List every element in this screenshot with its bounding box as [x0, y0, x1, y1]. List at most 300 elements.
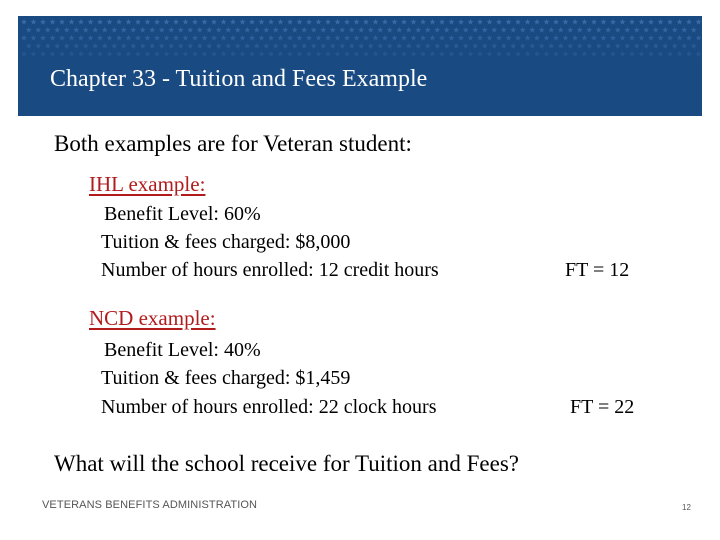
star-icon	[216, 43, 222, 49]
star-icon	[31, 35, 37, 41]
star-icon	[572, 51, 578, 57]
star-icon	[563, 51, 569, 57]
star-icon	[268, 35, 274, 41]
star-icon	[501, 27, 507, 33]
star-icon	[548, 27, 554, 33]
star-icon	[591, 35, 597, 41]
star-icon	[35, 43, 41, 49]
star-icon	[111, 43, 117, 49]
star-icon	[235, 43, 241, 49]
star-icon	[135, 19, 141, 25]
star-icon	[653, 27, 659, 33]
star-icon	[449, 35, 455, 41]
star-icon	[658, 19, 664, 25]
star-icon	[221, 51, 227, 57]
star-icon	[563, 35, 569, 41]
star-icon	[677, 51, 683, 57]
star-icon	[430, 35, 436, 41]
star-icon	[187, 27, 193, 33]
star-icon	[259, 35, 265, 41]
star-icon	[140, 43, 146, 49]
star-icon	[401, 19, 407, 25]
ihl-hours: Number of hours enrolled: 12 credit hours	[101, 259, 439, 281]
star-icon	[658, 35, 664, 41]
star-icon	[411, 35, 417, 41]
star-icon	[681, 27, 687, 33]
ihl-heading: IHL example:	[89, 172, 206, 196]
star-icon	[382, 35, 388, 41]
star-icon	[78, 51, 84, 57]
star-icon	[45, 27, 51, 33]
star-icon	[548, 43, 554, 49]
star-icon	[672, 27, 678, 33]
star-icon	[544, 35, 550, 41]
star-icon	[458, 51, 464, 57]
star-icon	[520, 27, 526, 33]
ncd-full-time: FT = 22	[570, 396, 635, 418]
star-icon	[88, 51, 94, 57]
star-icon	[102, 27, 108, 33]
star-icon	[648, 51, 654, 57]
star-icon	[601, 19, 607, 25]
intro-text: Both examples are for Veteran student:	[54, 131, 412, 156]
star-icon	[278, 35, 284, 41]
star-icon	[439, 19, 445, 25]
star-icon	[653, 43, 659, 49]
star-icon	[73, 27, 79, 33]
star-icon	[610, 35, 616, 41]
star-icon	[681, 43, 687, 49]
star-icon	[206, 43, 212, 49]
star-icon	[273, 27, 279, 33]
star-icon	[506, 35, 512, 41]
star-icon	[458, 19, 464, 25]
star-icon	[154, 35, 160, 41]
star-icon	[344, 51, 350, 57]
star-icon	[230, 51, 236, 57]
star-icon	[297, 19, 303, 25]
star-icon	[572, 35, 578, 41]
star-icon	[629, 35, 635, 41]
star-icon	[420, 51, 426, 57]
star-icon	[349, 27, 355, 33]
star-icon	[586, 43, 592, 49]
star-icon	[339, 43, 345, 49]
star-icon	[320, 27, 326, 33]
star-icon	[69, 51, 75, 57]
star-icon	[287, 19, 293, 25]
star-icon	[116, 35, 122, 41]
star-icon	[297, 51, 303, 57]
star-icon	[282, 27, 288, 33]
star-icon	[534, 19, 540, 25]
star-icon	[591, 51, 597, 57]
star-icon	[539, 43, 545, 49]
star-icon	[31, 19, 37, 25]
star-icon	[510, 27, 516, 33]
star-icon	[111, 27, 117, 33]
star-icon	[40, 19, 46, 25]
star-icon	[515, 51, 521, 57]
star-icon	[639, 19, 645, 25]
star-icon	[624, 43, 630, 49]
star-icon	[135, 35, 141, 41]
star-icon	[164, 51, 170, 57]
star-icon	[164, 19, 170, 25]
ncd-heading: NCD example:	[89, 306, 216, 330]
star-icon	[529, 43, 535, 49]
star-icon	[145, 19, 151, 25]
star-icon	[187, 43, 193, 49]
star-icon	[368, 43, 374, 49]
star-icon	[406, 43, 412, 49]
star-icon	[344, 35, 350, 41]
star-icon	[354, 35, 360, 41]
star-icon	[73, 43, 79, 49]
star-icon	[434, 27, 440, 33]
star-icon	[268, 51, 274, 57]
star-icon	[487, 35, 493, 41]
star-icon	[477, 51, 483, 57]
star-icon	[330, 27, 336, 33]
ncd-hours: Number of hours enrolled: 22 clock hours	[101, 396, 437, 418]
star-icon	[672, 43, 678, 49]
ihl-benefit-level: Benefit Level: 60%	[104, 203, 261, 225]
star-icon	[149, 27, 155, 33]
star-icon	[339, 27, 345, 33]
star-icon	[648, 19, 654, 25]
star-icon	[64, 27, 70, 33]
star-icon	[335, 51, 341, 57]
star-icon	[620, 51, 626, 57]
star-icon	[610, 51, 616, 57]
star-icon	[330, 43, 336, 49]
footer-organization: VETERANS BENEFITS ADMINISTRATION	[42, 499, 258, 511]
star-icon	[135, 51, 141, 57]
star-icon	[605, 43, 611, 49]
star-icon	[634, 27, 640, 33]
star-icon	[159, 43, 165, 49]
star-icon	[97, 19, 103, 25]
star-icon	[439, 35, 445, 41]
star-icon	[21, 19, 27, 25]
star-icon	[420, 19, 426, 25]
star-icon	[64, 43, 70, 49]
star-icon	[254, 43, 260, 49]
star-icon	[472, 43, 478, 49]
star-icon	[620, 19, 626, 25]
star-icon	[430, 19, 436, 25]
ihl-full-time: FT = 12	[565, 259, 630, 281]
star-icon	[449, 19, 455, 25]
star-icon	[192, 51, 198, 57]
star-icon	[235, 27, 241, 33]
star-icon	[325, 51, 331, 57]
star-icon	[26, 27, 32, 33]
star-icon	[78, 19, 84, 25]
star-icon	[577, 43, 583, 49]
star-icon	[92, 27, 98, 33]
star-icon	[563, 19, 569, 25]
star-icon	[544, 19, 550, 25]
star-icon	[453, 27, 459, 33]
star-icon	[230, 35, 236, 41]
slide-title: Chapter 33 - Tuition and Fees Example	[50, 66, 428, 92]
star-icon	[107, 35, 113, 41]
star-icon	[525, 35, 531, 41]
star-icon	[50, 19, 56, 25]
star-icon	[316, 35, 322, 41]
star-icon	[97, 35, 103, 41]
star-icon	[254, 27, 260, 33]
star-icon	[691, 27, 697, 33]
star-icon	[59, 51, 65, 57]
star-icon	[382, 51, 388, 57]
star-icon	[449, 51, 455, 57]
ncd-benefit-level: Benefit Level: 40%	[104, 339, 261, 361]
star-icon	[130, 27, 136, 33]
star-icon	[240, 51, 246, 57]
star-icon	[696, 19, 702, 25]
star-icon	[506, 51, 512, 57]
star-icon	[287, 35, 293, 41]
star-icon	[420, 35, 426, 41]
star-icon	[553, 19, 559, 25]
star-icon	[126, 35, 132, 41]
star-icon	[297, 35, 303, 41]
star-icon	[306, 51, 312, 57]
star-icon	[306, 35, 312, 41]
star-icon	[686, 19, 692, 25]
star-icon	[164, 35, 170, 41]
star-icon	[434, 43, 440, 49]
star-icon	[411, 19, 417, 25]
star-icon	[83, 27, 89, 33]
star-icon	[107, 19, 113, 25]
star-icon	[54, 43, 60, 49]
star-icon	[35, 27, 41, 33]
star-icon	[468, 51, 474, 57]
star-icon	[525, 19, 531, 25]
star-icon	[368, 27, 374, 33]
star-icon	[268, 19, 274, 25]
star-icon	[373, 51, 379, 57]
star-icon	[662, 27, 668, 33]
star-icon	[544, 51, 550, 57]
star-icon	[59, 35, 65, 41]
star-icon	[325, 35, 331, 41]
star-icon	[553, 35, 559, 41]
star-icon	[411, 51, 417, 57]
star-icon	[487, 51, 493, 57]
star-icon	[567, 27, 573, 33]
star-icon	[50, 35, 56, 41]
star-icon	[69, 35, 75, 41]
star-icon	[197, 43, 203, 49]
star-icon	[382, 19, 388, 25]
star-icon	[496, 35, 502, 41]
star-icon	[520, 43, 526, 49]
star-icon	[273, 43, 279, 49]
star-icon	[591, 19, 597, 25]
star-icon	[639, 51, 645, 57]
star-icon	[392, 19, 398, 25]
star-icon	[582, 35, 588, 41]
star-icon	[183, 19, 189, 25]
star-icon	[453, 43, 459, 49]
star-icon	[686, 35, 692, 41]
star-icon	[287, 51, 293, 57]
star-icon	[506, 19, 512, 25]
star-icon	[145, 35, 151, 41]
star-icon	[311, 27, 317, 33]
star-icon	[425, 27, 431, 33]
star-icon	[202, 35, 208, 41]
star-icon	[116, 51, 122, 57]
title-banner	[18, 16, 702, 116]
star-icon	[610, 19, 616, 25]
star-icon	[586, 27, 592, 33]
star-icon	[629, 19, 635, 25]
star-icon	[249, 19, 255, 25]
star-icon	[558, 27, 564, 33]
star-icon	[320, 43, 326, 49]
star-icon	[615, 43, 621, 49]
star-icon	[696, 51, 702, 57]
star-icon	[396, 27, 402, 33]
star-icon	[316, 51, 322, 57]
star-icon	[240, 19, 246, 25]
star-icon	[487, 19, 493, 25]
star-icon	[249, 51, 255, 57]
star-icon	[696, 35, 702, 41]
star-icon	[572, 19, 578, 25]
star-icon	[396, 43, 402, 49]
star-icon	[415, 43, 421, 49]
star-icon	[477, 19, 483, 25]
star-icon	[221, 35, 227, 41]
star-icon	[263, 43, 269, 49]
star-icon	[278, 19, 284, 25]
star-icon	[211, 19, 217, 25]
star-icon	[430, 51, 436, 57]
star-icon	[40, 35, 46, 41]
star-icon	[596, 27, 602, 33]
star-icon	[192, 19, 198, 25]
star-icon	[263, 27, 269, 33]
star-icon	[691, 43, 697, 49]
star-icon	[567, 43, 573, 49]
star-icon	[482, 43, 488, 49]
star-icon	[173, 35, 179, 41]
star-icon	[667, 35, 673, 41]
star-icon	[406, 27, 412, 33]
star-icon	[444, 43, 450, 49]
star-icon	[154, 51, 160, 57]
star-icon	[316, 19, 322, 25]
star-icon	[116, 19, 122, 25]
star-icon	[358, 27, 364, 33]
star-icon	[463, 27, 469, 33]
star-icon	[140, 27, 146, 33]
page-number: 12	[682, 503, 691, 512]
star-icon	[643, 43, 649, 49]
star-icon	[439, 51, 445, 57]
star-icon	[197, 27, 203, 33]
star-icon	[582, 19, 588, 25]
star-icon	[278, 51, 284, 57]
star-icon	[149, 43, 155, 49]
star-icon	[173, 51, 179, 57]
star-icon	[605, 27, 611, 33]
star-icon	[387, 27, 393, 33]
star-icon	[425, 43, 431, 49]
star-icon	[401, 51, 407, 57]
star-icon	[344, 19, 350, 25]
star-icon	[282, 43, 288, 49]
star-icon	[515, 19, 521, 25]
star-icon	[21, 35, 27, 41]
star-icon	[472, 27, 478, 33]
star-icon	[525, 51, 531, 57]
star-icon	[677, 35, 683, 41]
star-icon	[629, 51, 635, 57]
star-icon	[178, 27, 184, 33]
star-icon	[192, 35, 198, 41]
star-icon	[648, 35, 654, 41]
star-icon	[126, 51, 132, 57]
star-icon	[168, 43, 174, 49]
star-icon	[639, 35, 645, 41]
star-icon	[21, 51, 27, 57]
star-icon	[154, 19, 160, 25]
star-icon	[244, 27, 250, 33]
star-icon	[553, 51, 559, 57]
star-icon	[468, 19, 474, 25]
star-icon	[88, 35, 94, 41]
star-icon	[667, 19, 673, 25]
star-icon	[363, 51, 369, 57]
star-icon	[387, 43, 393, 49]
star-icon	[458, 35, 464, 41]
star-icon	[83, 43, 89, 49]
star-icon	[662, 43, 668, 49]
star-icon	[126, 19, 132, 25]
star-icon	[40, 51, 46, 57]
star-icon	[130, 43, 136, 49]
star-icon	[496, 51, 502, 57]
question-text: What will the school receive for Tuition and Fees?	[54, 451, 520, 476]
star-icon	[415, 27, 421, 33]
star-icon	[50, 51, 56, 57]
star-icon	[59, 19, 65, 25]
star-icon	[515, 35, 521, 41]
star-icon	[159, 27, 165, 33]
star-icon	[643, 27, 649, 33]
star-icon	[667, 51, 673, 57]
star-icon	[26, 43, 32, 49]
star-icon	[534, 51, 540, 57]
star-icon	[230, 19, 236, 25]
star-icon	[539, 27, 545, 33]
star-icon	[354, 51, 360, 57]
star-icon	[311, 43, 317, 49]
star-icon	[534, 35, 540, 41]
star-icon	[183, 35, 189, 41]
star-icon	[601, 35, 607, 41]
star-icon	[582, 51, 588, 57]
star-icon	[615, 27, 621, 33]
